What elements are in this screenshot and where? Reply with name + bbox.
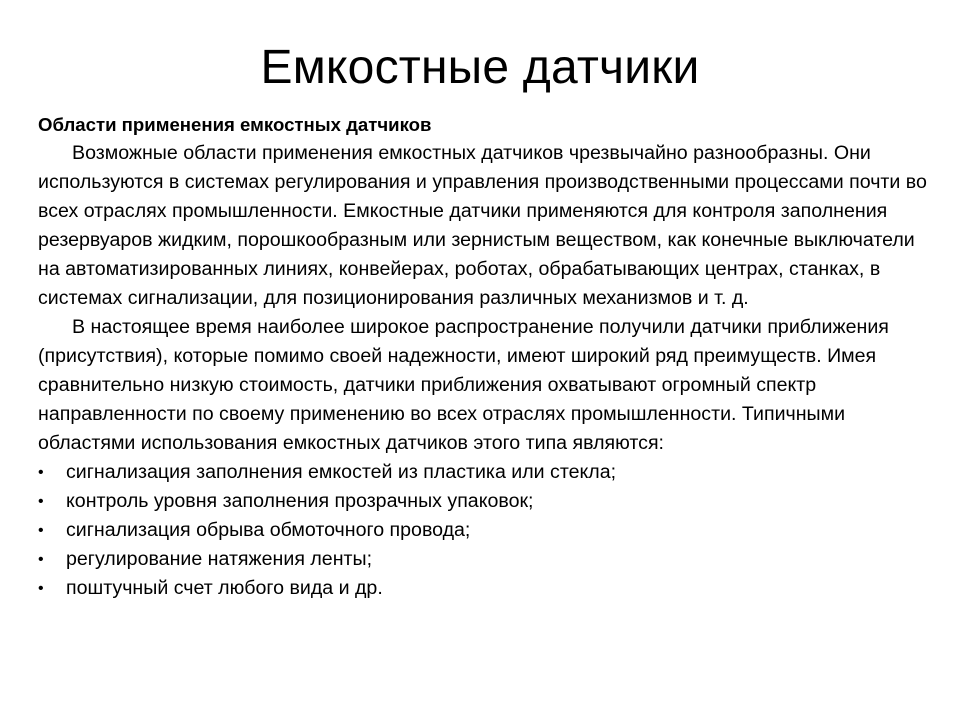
applications-list bbox=[38, 458, 938, 603]
bullet-icon: • bbox=[38, 493, 44, 510]
slide-body bbox=[38, 110, 938, 603]
list-item bbox=[38, 458, 938, 487]
bullet-icon: • bbox=[38, 580, 44, 597]
list-item-text: поштучный счет любого вида и др. bbox=[66, 577, 383, 599]
list-item bbox=[38, 545, 938, 574]
paragraph-2: В настоящее время наиболее широкое распространение получили датчики приближения (присутствия), которые помимо своей надежности, имеют широкий ряд преимуществ. Имея сравнительно низкую стоимость, датчики приближения охватывают огромный спектр направленности по своему применению во всех отраслях промышленности. Типичными областями использования емкостных датчиков этого типа являются: bbox=[38, 316, 889, 454]
list-item-text: регулирование натяжения ленты; bbox=[66, 548, 373, 570]
list-item bbox=[38, 574, 938, 603]
bullet-icon: • bbox=[38, 464, 44, 481]
section-heading: Области применения емкостных датчиков bbox=[38, 114, 432, 135]
bullet-icon: • bbox=[38, 522, 44, 539]
slide-title: Емкостные датчики bbox=[260, 41, 700, 94]
list-item-text: контроль уровня заполнения прозрачных упаковок; bbox=[66, 490, 534, 512]
bullet-icon: • bbox=[38, 551, 44, 568]
list-item-text: сигнализация обрыва обмоточного провода; bbox=[66, 519, 471, 541]
list-item bbox=[38, 516, 938, 545]
list-item-text: сигнализация заполнения емкостей из пластика или стекла; bbox=[66, 461, 617, 483]
list-item bbox=[38, 487, 938, 516]
paragraph-1: Возможные области применения емкостных датчиков чрезвычайно разнообразны. Они используются в системах регулирования и управления производственными процессами почти во всех отраслях промышленности. Емкостные датчики применяются для контроля заполнения резервуаров жидким, порошкообразным или зернистым веществом, как конечные выключатели на автоматизированных линиях, конвейерах, роботах, обрабатывающих центрах, станках, в системах сигнализации, для позиционирования различных механизмов и т. д. bbox=[38, 142, 927, 309]
